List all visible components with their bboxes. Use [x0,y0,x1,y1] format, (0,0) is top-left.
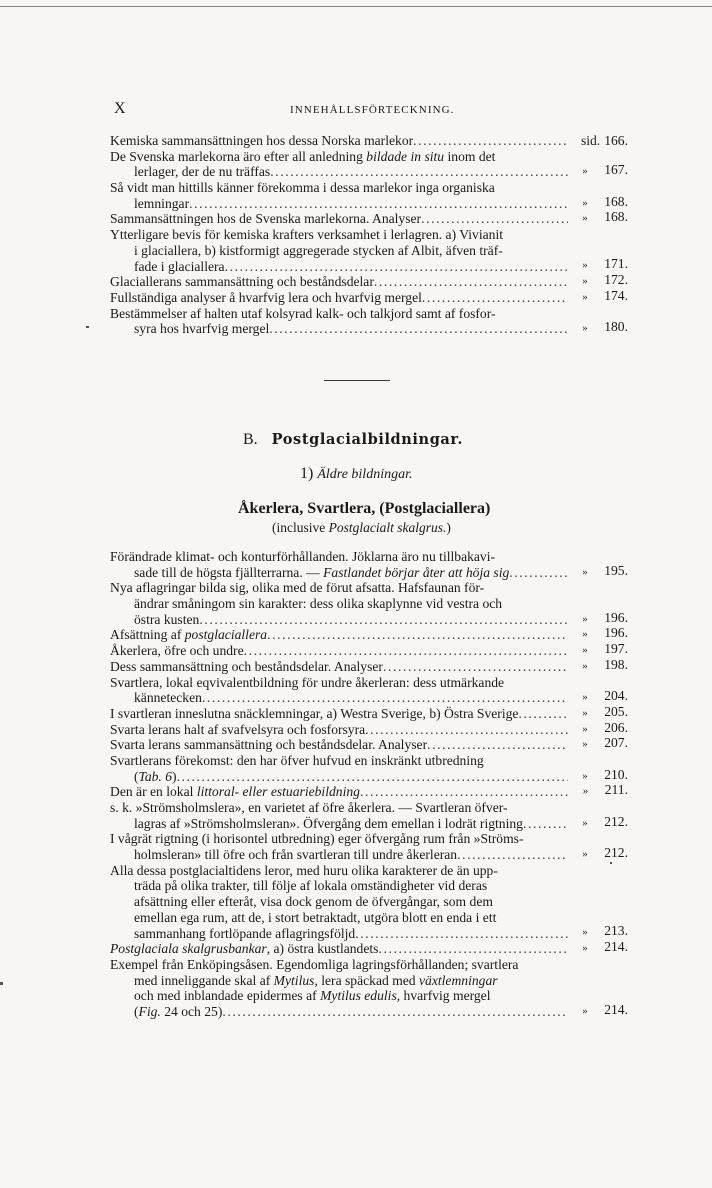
toc-entry-line: träda på olika trakter, till följe af lokala omständigheter vid deras [134,878,488,894]
toc-page-ref [570,288,628,306]
toc-entry-line: Åkerlera, öfre och undre ..... [110,643,568,659]
toc-entry-line: Svarta lerans halt af svafvelsyra och fosforsyra ..... [110,722,568,738]
section-divider [324,380,390,381]
subsection-heading [300,465,412,483]
toc-entry [110,703,628,722]
toc-entry-line: De Svenska marlekorna äro efter all anledning bildade in situ inom det [110,148,496,164]
toc-page-ref [570,735,628,753]
toc-entry [110,133,628,149]
chapter-heading: Åkerlera, Svartlera, (Postglaciallera) [238,500,491,517]
ditto-mark: » [582,1004,588,1017]
ditto-mark: » [582,722,588,735]
toc-entry [110,941,628,957]
ditto-mark: » [582,785,589,798]
page-ref-number: 212. [604,845,628,861]
toc-entry-line: kännetecken ..... [134,690,568,706]
toc-entry-line: Bestämmelser af halten utaf kolsyrad kalk- och talkjord samt af fosfor- [110,305,496,321]
toc-entry-line: I svartleran inneslutna snäcklemningar, a) Westra Sverige, b) Östra Sverige ..... [110,706,568,722]
toc-entry-line: afsättning eller efteråt, visa dock genom de öfvergångar, som dem [134,894,493,910]
page-number: X [114,100,126,117]
page-ref-number: 180. [604,319,628,335]
chapter-note: (inclusive Postglacialt skalgrus.) [272,520,451,535]
toc-entry [110,643,628,659]
section-heading [243,431,463,449]
toc-entry-line: fade i glaciallera ..... [134,259,568,275]
page-ref-number: 204. [604,688,628,704]
toc-entry [110,211,628,227]
page-ref-number: 213. [604,923,628,939]
toc-entry-line: Ytterligare bevis för kemiska krafters verksamhet i lerlagren. a) Vivianit [110,227,504,243]
toc-entry [110,957,628,1020]
toc-entry [110,784,628,800]
ditto-mark: » [582,942,588,955]
page-ref-number: 214. [604,939,628,955]
toc-entry-line: i glaciallera, b) kistformigt aggregerade stycken af Albit, äfven träf- [134,242,503,258]
page-ref-number: 210. [604,766,628,782]
ditto-mark: » [582,322,588,335]
toc-entry [110,580,628,627]
toc-entry-line: (Tab. 6) ..... [134,769,568,785]
ditto-mark: » [582,659,588,672]
toc-entry-line: lerlager, der de nu träffas ..... [134,164,568,180]
toc-entry-line: holmsleran» till öfre och från svartleran till undre åkerleran ..... [134,847,568,863]
toc-page-ref [570,845,628,863]
toc-entry-line: Svartlerans förekomst: den har öfver hufvud en inskränkt utbredning [110,752,484,768]
toc-entry-line: sammanhang fortlöpande aflagringsföljd ..... [134,926,568,942]
toc-page-ref [570,563,628,581]
toc-entry [110,306,628,337]
page-ref-number: 196. [604,609,628,625]
toc-page-ref [570,209,628,227]
running-title: INNEHÅLLSFÖRTECKNING. [290,104,455,116]
section-label: B. [243,431,258,448]
ditto-mark: » [582,565,588,578]
ditto-mark: » [582,628,588,641]
toc-page-ref [570,939,628,957]
page-ref-number: 166. [604,132,628,148]
running-header [112,102,632,120]
toc-entry-line: Sammansättningen hos de Svenska marlekorna. Analyser ..... [110,211,568,227]
ditto-mark: » [582,738,588,751]
ditto-mark: » [582,848,588,861]
page-ref-number: 205. [604,703,628,719]
page-ref-number: 195. [604,562,628,578]
toc-page-ref [570,814,628,832]
toc-entry-line: (Fig. 24 och 25) ..... [134,1004,568,1020]
toc-entry-line: Den är en lokal littoral- eller estuariebildning ..... [110,784,568,800]
toc-page-ref [570,133,628,149]
toc-entry-line: ändrar småningom sin karakter: dess olika skaplynne vid vestra och [134,596,503,612]
toc-entry [110,753,628,784]
contents-list-part-1 [110,133,628,337]
toc-entry-line: Postglaciala skalgrusbankar, a) östra kustlandets ..... [110,941,568,957]
scan-mark [610,862,612,864]
toc-entry-line: syra hos hvarfvig mergel ..... [134,321,568,337]
subsection-title: Äldre bildningar. [317,467,413,482]
toc-entry-line: Exempel från Enköpingsåsen. Egendomliga lagringsförhållanden; svartlera [110,956,519,972]
ditto-mark: » [582,165,588,178]
toc-entry-line: Afsättning af postglaciallera ..... [110,627,568,643]
page-ref-number: 168. [604,209,628,225]
toc-entry-line: med inneliggande skal af Mytilus, lera späckad med växtlemningar [134,972,498,988]
toc-entry-line: Så vidt man hittills känner förekomma i dessa marlekor inga organiska [110,180,495,196]
page-ref-number: 174. [604,287,628,303]
toc-entry [110,287,628,306]
toc-entry-line: Dess sammansättning och beståndsdelar. Analyser ..... [110,659,568,675]
toc-entry [110,719,628,738]
toc-entry-line: emellan ega rum, att de, i stort betraktadt, utgöra blott en enda i ett [134,909,497,925]
ditto-mark: » [582,644,588,657]
subsection-number: 1) [300,465,314,482]
page-ref-number: 214. [604,1001,628,1017]
ditto-mark: » [582,196,588,209]
toc-page-ref [570,1002,628,1020]
toc-page-ref [570,162,628,180]
toc-entry-line: Fullständiga analyser å hvarfvig lera och hvarfvig mergel ..... [110,290,568,306]
ditto-mark: » [582,275,588,288]
toc-entry [110,800,628,831]
page-ref-number: 207. [604,735,628,751]
toc-entry [110,831,628,862]
toc-entry [110,549,628,580]
page-ref-number: 196. [604,625,628,641]
scan-mark [0,982,3,985]
page-ref-number: 172. [604,272,628,288]
toc-entry-line: Svarta lerans sammansättning och beståndsdelar. Analyser ..... [110,737,568,753]
ditto-mark: » [582,769,588,782]
ditto-mark: » [582,691,588,704]
page-ref-number: 212. [604,813,628,829]
toc-entry [110,627,628,643]
page-ref-number: 211. [604,782,628,798]
toc-entry-line: s. k. »Strömsholmslera», en varietet af öfre åkerlera. — Svartleran öfver- [110,800,508,815]
toc-page-ref [570,657,628,675]
toc-entry-line: Kemiska sammansättningen hos dessa Norska marlekor ..... [110,133,568,149]
toc-entry-line: Svartlera, lokal eqvivalentbildning för undre åkerleran: dess utmärkande [110,674,505,690]
toc-entry-line: sade till de högsta fjällterrarna. — Fastlandet börjar åter att höja sig ..... [134,565,568,581]
toc-entry [110,227,628,274]
top-edge-rule [0,6,712,7]
scan-mark [86,326,89,328]
toc-entry [110,274,628,290]
ditto-mark: » [582,212,588,225]
ditto-mark: » [582,816,588,829]
toc-entry [110,149,628,180]
section-name: Postglacialbildningar. [271,431,463,448]
toc-entry-line: och med inblandade epidermes af Mytilus edulis, hvarfvig mergel [134,988,491,1004]
ditto-mark: » [582,290,588,303]
page-ref-number: 168. [604,193,628,209]
toc-entry [110,863,628,941]
toc-entry-line: Glaciallerans sammansättning och beståndsdelar ..... [110,274,568,290]
toc-entry-line: I vågrät rigtning (i horisontel utbredning) eger öfvergång rum från »Ströms- [110,831,524,847]
ditto-mark: sid. [580,132,601,148]
ditto-mark: » [582,706,588,719]
ditto-mark: » [582,612,588,625]
toc-entry [110,656,628,675]
toc-entry [110,737,628,753]
toc-entry-line: Förändrade klimat- och konturförhållanden. Jöklarna äro nu tillbakavi- [110,549,496,564]
toc-entry-line: lagras af »Strömsholmsleran». Öfvergång dem emellan i lodrät rigtning ..... [134,816,568,832]
page-ref-number: 206. [604,719,628,735]
page-ref-number: 167. [604,162,628,178]
page-ref-number: 197. [604,641,628,657]
toc-page-ref [570,782,628,800]
toc-entry-line: Alla dessa postglacialtidens leror, med huru olika karakterer de än upp- [110,862,498,878]
ditto-mark: » [582,926,588,939]
page-ref-number: 198. [604,656,628,672]
toc-entry-line: lemningar ..... [134,196,568,212]
toc-page-ref [570,319,628,337]
contents-list-part-2 [110,549,628,1020]
ditto-mark: » [582,259,588,272]
toc-entry [110,675,628,706]
page-ref-number: 171. [604,256,628,272]
toc-entry-line: Nya aflagringar bilda sig, olika med de förut afsatta. Hafsfaunan för- [110,580,485,596]
toc-entry [110,180,628,211]
toc-entry-line: östra kusten ..... [134,612,568,628]
